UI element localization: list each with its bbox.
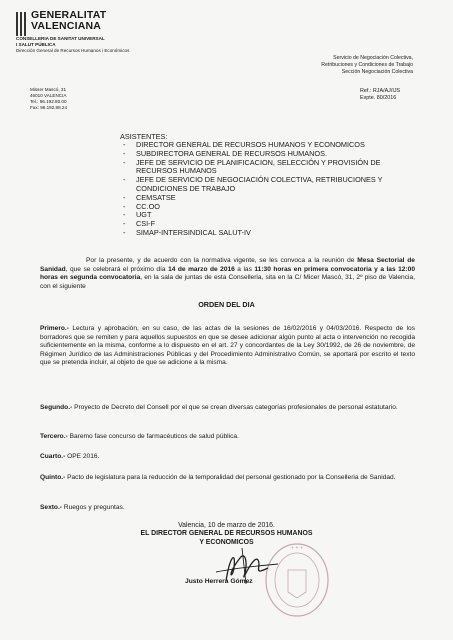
logo-stripes-icon <box>16 12 27 36</box>
agenda-item-2 <box>40 404 415 413</box>
agenda-item-label: Segundo.- <box>40 404 73 411</box>
signer-name: Justo Herrera Gómez <box>185 578 253 585</box>
agenda-item-5 <box>40 474 415 483</box>
agenda-item-1 <box>40 325 415 368</box>
agenda-item-text: Proyecto de Decreto del Consell por el que se crean diversas categorías profesionales de personal estatutario. <box>72 404 398 411</box>
intro-paragraph <box>40 257 415 291</box>
logo-line-1: GENERALITAT <box>31 9 107 21</box>
attendees-list <box>123 141 423 238</box>
attendee-item: - DIRECTOR GENERAL DE RECURSOS HUMANOS Y ECONOMICOS <box>123 141 423 150</box>
intro-bold-date: 14 de marzo de 2016 <box>168 265 235 273</box>
address-city: 46010 VALENCIA <box>30 93 67 98</box>
agenda-item-text: OPE 2016. <box>65 453 100 460</box>
address-phone: Tel.: 96.192.80.00 <box>30 99 67 104</box>
service-line-2: Retribuciones y Condiciones de Trabajo <box>321 62 413 68</box>
address-block <box>30 87 67 111</box>
agenda-item-label: Sexto.- <box>40 504 62 511</box>
logo-text <box>31 10 106 32</box>
intro-text: , que se celebrará el próximo día <box>65 265 169 273</box>
attendee-item: - SUBDIRECTORA GENERAL DE RECURSOS HUMANOS. <box>123 150 423 159</box>
file-number: Expte. 80/2016 <box>360 95 397 101</box>
service-block <box>321 55 413 76</box>
agenda-title: ORDEN DEL DIA <box>198 300 255 309</box>
agenda-item-text: Lectura y aprobación, en su caso, de las actas de la sesiones de 16/02/2016 y 04/03/2016. Respecto de los borradores que se remiten y para aquellos supuestos en que se desee adicionar algún punto al acta o intervención no recogida suficientemente en la misma, conforme a lo dispuesto en el art. 27 y concordantes de la Ley 30/1992, de 26 de noviembre, de Régimen Jurídico de las Administraciones Públicas y del Procedimiento Administrativo Común, se aportará por escrito el texto que se pretenda incluir, al objeto de que se adicione a la misma. <box>40 325 415 367</box>
attendee-item: - CSI-F <box>123 220 423 229</box>
reference-number: Ref.: RJA/AJ/IJS <box>360 88 401 94</box>
intro-text: , en la sala de juntas de esta Conselleria, sita en la C/ Micer Mascó, 31, 2º piso de Valencia, con el siguiente <box>40 274 415 290</box>
signer-title-line-2: Y ECONOMICOS <box>199 538 254 546</box>
closing-date: Valencia, 10 de marzo de 2016. <box>178 522 275 529</box>
dept-line-1: CONSELLERIA DE SANITAT UNIVERSAL <box>16 36 105 41</box>
attendee-item: - UGT <box>123 211 423 220</box>
attendee-item: - CC.OO <box>123 203 423 212</box>
agenda-item-3 <box>40 433 415 442</box>
attendee-item: - JEFE DE SERVICIO DE NEGOCIACIÓN COLECTIVA, RETRIBUCIONES Y CONDICIONES DE TRABAJO <box>123 176 423 194</box>
agenda-item-label: Quinto.- <box>40 474 66 481</box>
attendee-item: - CEMSATSE <box>123 194 423 203</box>
attendees-title: ASISTENTES: <box>120 132 168 141</box>
agenda-item-6 <box>40 504 415 513</box>
svg-text:✦ ✦ ✦: ✦ ✦ ✦ <box>290 545 304 550</box>
intro-bold-times: 11:30 horas en primera convocatoria y a las 12:00 horas en segunda convocatoria <box>40 265 415 282</box>
department-block <box>16 36 129 54</box>
agenda-item-label: Cuarto.- <box>40 453 66 460</box>
service-line-1: Servicio de Negociación Colectiva, <box>333 55 413 61</box>
dept-line-2: I SALUT PÚBLICA <box>16 42 56 47</box>
intro-text: Por la presente, y de acuerdo con la normativa vigente, se les convoca a la reunión de <box>86 257 358 264</box>
intro-text: a las <box>234 265 255 273</box>
agenda-item-text: Baremo fase concurso de farmacéuticos de salud pública. <box>67 433 239 440</box>
address-fax: Fax: 96.192.88.24 <box>30 105 68 110</box>
intro-bold-meeting: Mesa Sectorial de Sanidad <box>40 257 415 273</box>
agenda-item-label: Tercero.- <box>40 433 68 440</box>
agenda-item-label: Primero.- <box>40 325 69 332</box>
dept-line-3: Dirección General de Recursos Humanos i Económicos <box>16 48 130 53</box>
signer-title-line-1: EL DIRECTOR GENERAL DE RECURSOS HUMANOS <box>140 530 313 538</box>
logo-line-2: VALENCIANA <box>31 20 102 32</box>
address-street: Misser Mascó, 31 <box>30 87 66 92</box>
attendee-item: - JEFE DE SERVICIO DE PLANIFICACION, SELECCIÓN Y PROVISIÓN DE RECURSOS HUMANOS <box>123 159 423 177</box>
agenda-item-text: Ruegos y preguntas. <box>61 504 125 511</box>
reference-block <box>360 88 400 102</box>
attendee-item: - SIMAP-INTERSINDICAL SALUT-IV <box>123 229 423 238</box>
service-line-3: Sección Negociación Colectiva <box>341 69 413 75</box>
agenda-item-4 <box>40 453 415 462</box>
agenda-item-text: Pacto de legislatura para la reducción de la temporalidad del personal gestionado por la Conselleria de Sanidad. <box>65 474 396 481</box>
closing-block <box>0 522 453 547</box>
